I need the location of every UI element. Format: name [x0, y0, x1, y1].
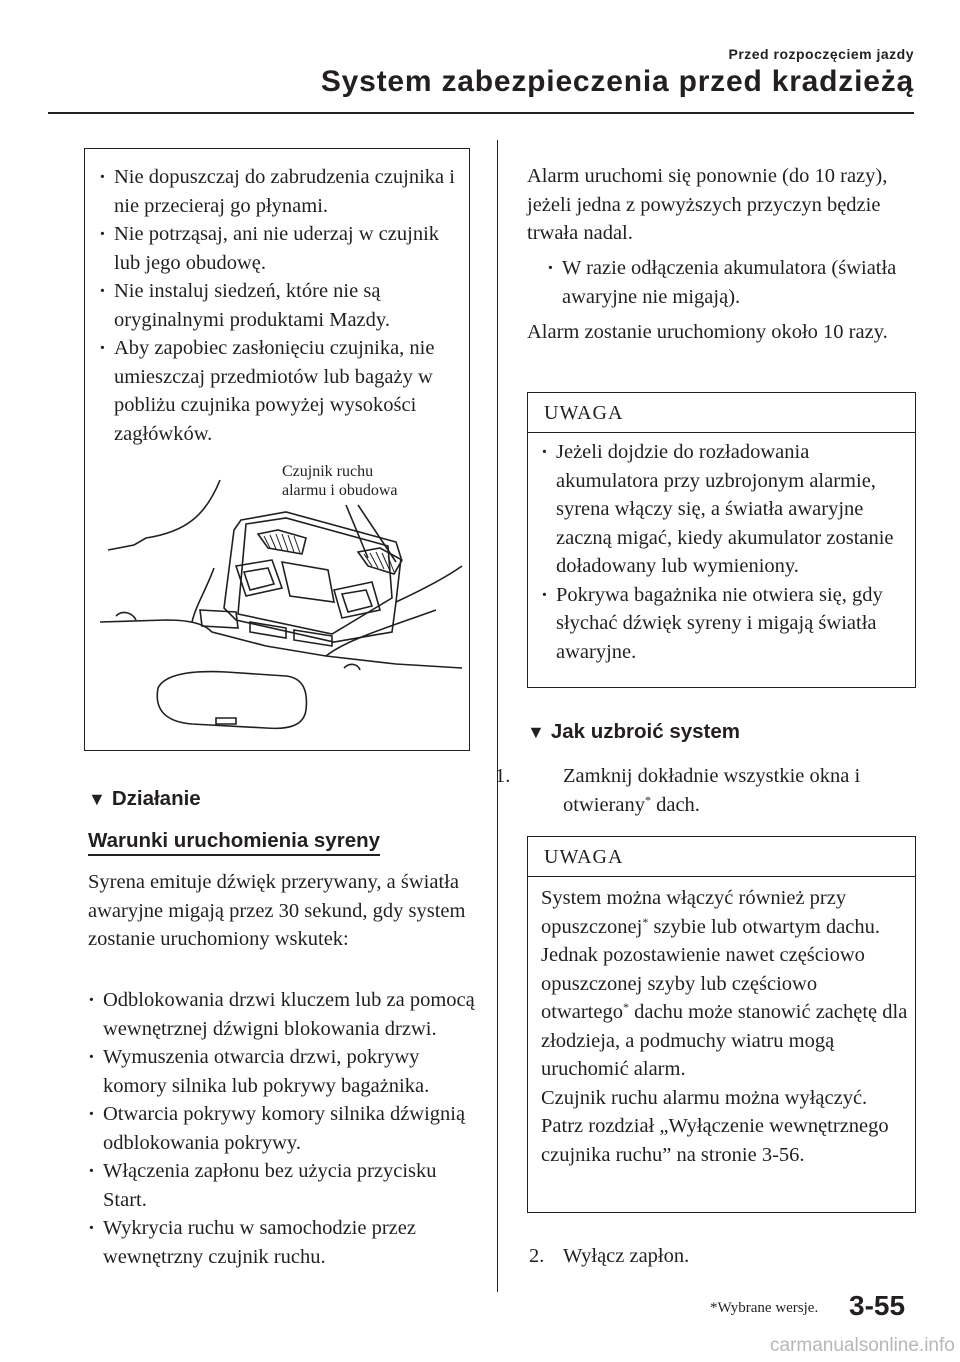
headliner-contour — [396, 566, 462, 602]
optional-asterisk: * — [644, 792, 651, 807]
note-title: UWAGA — [528, 393, 915, 433]
warning-list — [99, 163, 467, 448]
list-item: · Wykrycia ruchu w samochodzie przez wewnętrzny czujnik ruchu. — [88, 1214, 476, 1271]
running-header-section: Przed rozpoczęciem jazdy — [728, 46, 914, 62]
lamp-lens — [334, 582, 380, 618]
section-heading-operation — [88, 787, 201, 811]
triangle-icon: ▼ — [527, 722, 545, 742]
triangle-icon: ▼ — [88, 789, 106, 809]
note-box-battery — [527, 392, 916, 688]
column-divider — [497, 140, 498, 1292]
lamp-lens-inner — [244, 568, 274, 590]
note-text-part: System można włączyć również przy opuszczonej — [541, 887, 847, 938]
list-item: · Otwarcia pokrywy komory silnika dźwignią odblokowania pokrywy. — [88, 1100, 476, 1157]
note-list — [541, 438, 909, 666]
list-item: · Pokrywa bagażnika nie otwiera się, gdy słychać dźwięk syreny i migają światła awaryjne. — [541, 581, 909, 667]
note-text-part: Czujnik ruchu alarmu można wyłączyć. Patrz rozdział „Wyłączenie wewnętrznego czujnika ruchu” na stronie 3-56. — [541, 1086, 889, 1166]
optional-asterisk: * — [642, 914, 649, 929]
overhead-console-illustration — [96, 470, 466, 740]
page-title: System zabezpieczenia przed kradzieżą — [320, 65, 914, 98]
visor-clip — [116, 613, 136, 620]
list-item: · W razie odłączenia akumulatora (światła awaryjne nie migają). — [547, 254, 917, 311]
note-title: UWAGA — [528, 837, 915, 877]
pillar-line — [192, 568, 214, 622]
center-lens — [282, 562, 334, 602]
list-item: · Aby zapobiec zasłonięciu czujnika, nie umieszczaj przedmiotów lub bagaży w pobliżu czujnika powyżej wysokości zagłówków. — [99, 334, 467, 448]
list-item: · Odblokowania drzwi kluczem lub za pomocą wewnętrznej dźwigni blokowania drzwi. — [88, 986, 476, 1043]
note-text — [541, 884, 909, 1169]
step-text: Zamknij dokładnie wszystkie okna i otwierany — [563, 765, 861, 816]
visor-clip — [344, 664, 360, 670]
list-item: · Wymuszenia otwarcia drzwi, pokrywy komory silnika lub pokrywy bagażnika. — [88, 1043, 476, 1100]
note-text-part: dachu może stanowić zachętę dla złodzieja, a podmuchy wiatru mogą uruchomić alarm. — [541, 1001, 908, 1080]
list-item: · Nie potrząsaj, ani nie uderzaj w czujnik lub jego obudowę. — [99, 220, 467, 277]
alarm-count-paragraph: Alarm zostanie uruchomiony około 10 razy. — [527, 321, 888, 343]
list-item: · Włączenia zapłonu bez użycia przycisku Start. — [88, 1157, 476, 1214]
alarm-repeat-paragraph: Alarm uruchomi się ponownie (do 10 razy), jeżeli jedna z powyższych przyczyn będzie trwała nadal. — [527, 165, 888, 244]
figure-callout-line1: Czujnik ruchu — [282, 463, 374, 480]
watermark: carmanualsonline.info — [770, 1335, 955, 1356]
figure-callout-line2: alarmu i obudowa — [282, 482, 398, 499]
lamp-lens — [236, 560, 282, 596]
section-heading-arm-system — [527, 720, 740, 744]
section-heading-text: Jak uzbroić system — [550, 720, 740, 743]
header-rule — [48, 112, 914, 114]
step-1 — [495, 762, 919, 819]
optional-asterisk: * — [622, 1000, 629, 1014]
list-item: · Nie instaluj siedzeń, które nie są oryginalnymi produktami Mazdy. — [99, 277, 467, 334]
step-text: dach. — [650, 793, 700, 816]
step-2 — [529, 1242, 919, 1271]
step-text: Wyłącz zapłon. — [563, 1245, 690, 1267]
lamp-lens-inner — [342, 590, 372, 612]
siren-intro-paragraph: Syrena emituje dźwięk przerywany, a światła awaryjne migają przez 30 sekund, gdy system zostanie uruchomiony wskutek: — [88, 871, 466, 950]
list-item: · Nie dopuszczaj do zabrudzenia czujnika i nie przecieraj go płynami. — [99, 163, 467, 220]
step-number: 2. — [529, 1245, 545, 1267]
step-number: 1. — [495, 765, 511, 787]
page-number: 3-55 — [849, 1290, 906, 1321]
alarm-exception-list — [527, 254, 917, 311]
mirror-button — [216, 718, 236, 724]
subheading-underline — [88, 854, 380, 856]
note-box-windows — [527, 836, 916, 1213]
subheading-siren-conditions: Warunki uruchomienia syreny — [88, 829, 381, 852]
note-text-part: szybie lub otwartym dachu. Jednak pozostawienie nawet częściowo opuszczonej szyby lub częściowo otwartego — [541, 915, 881, 1023]
headliner-contour — [108, 480, 220, 550]
list-item: · Jeżeli dojdzie do rozładowania akumulatora przy uzbrojonym alarmie, syrena włączy się, a światła awaryjne zaczną migać, kiedy akumulator zostanie doładowany lub wymieniony. — [541, 438, 909, 581]
conditions-list — [88, 986, 476, 1271]
footnote: *Wybrane wersje. — [710, 1300, 819, 1316]
switch — [200, 610, 238, 628]
section-heading-text: Działanie — [111, 787, 201, 810]
rearview-mirror — [157, 672, 306, 729]
